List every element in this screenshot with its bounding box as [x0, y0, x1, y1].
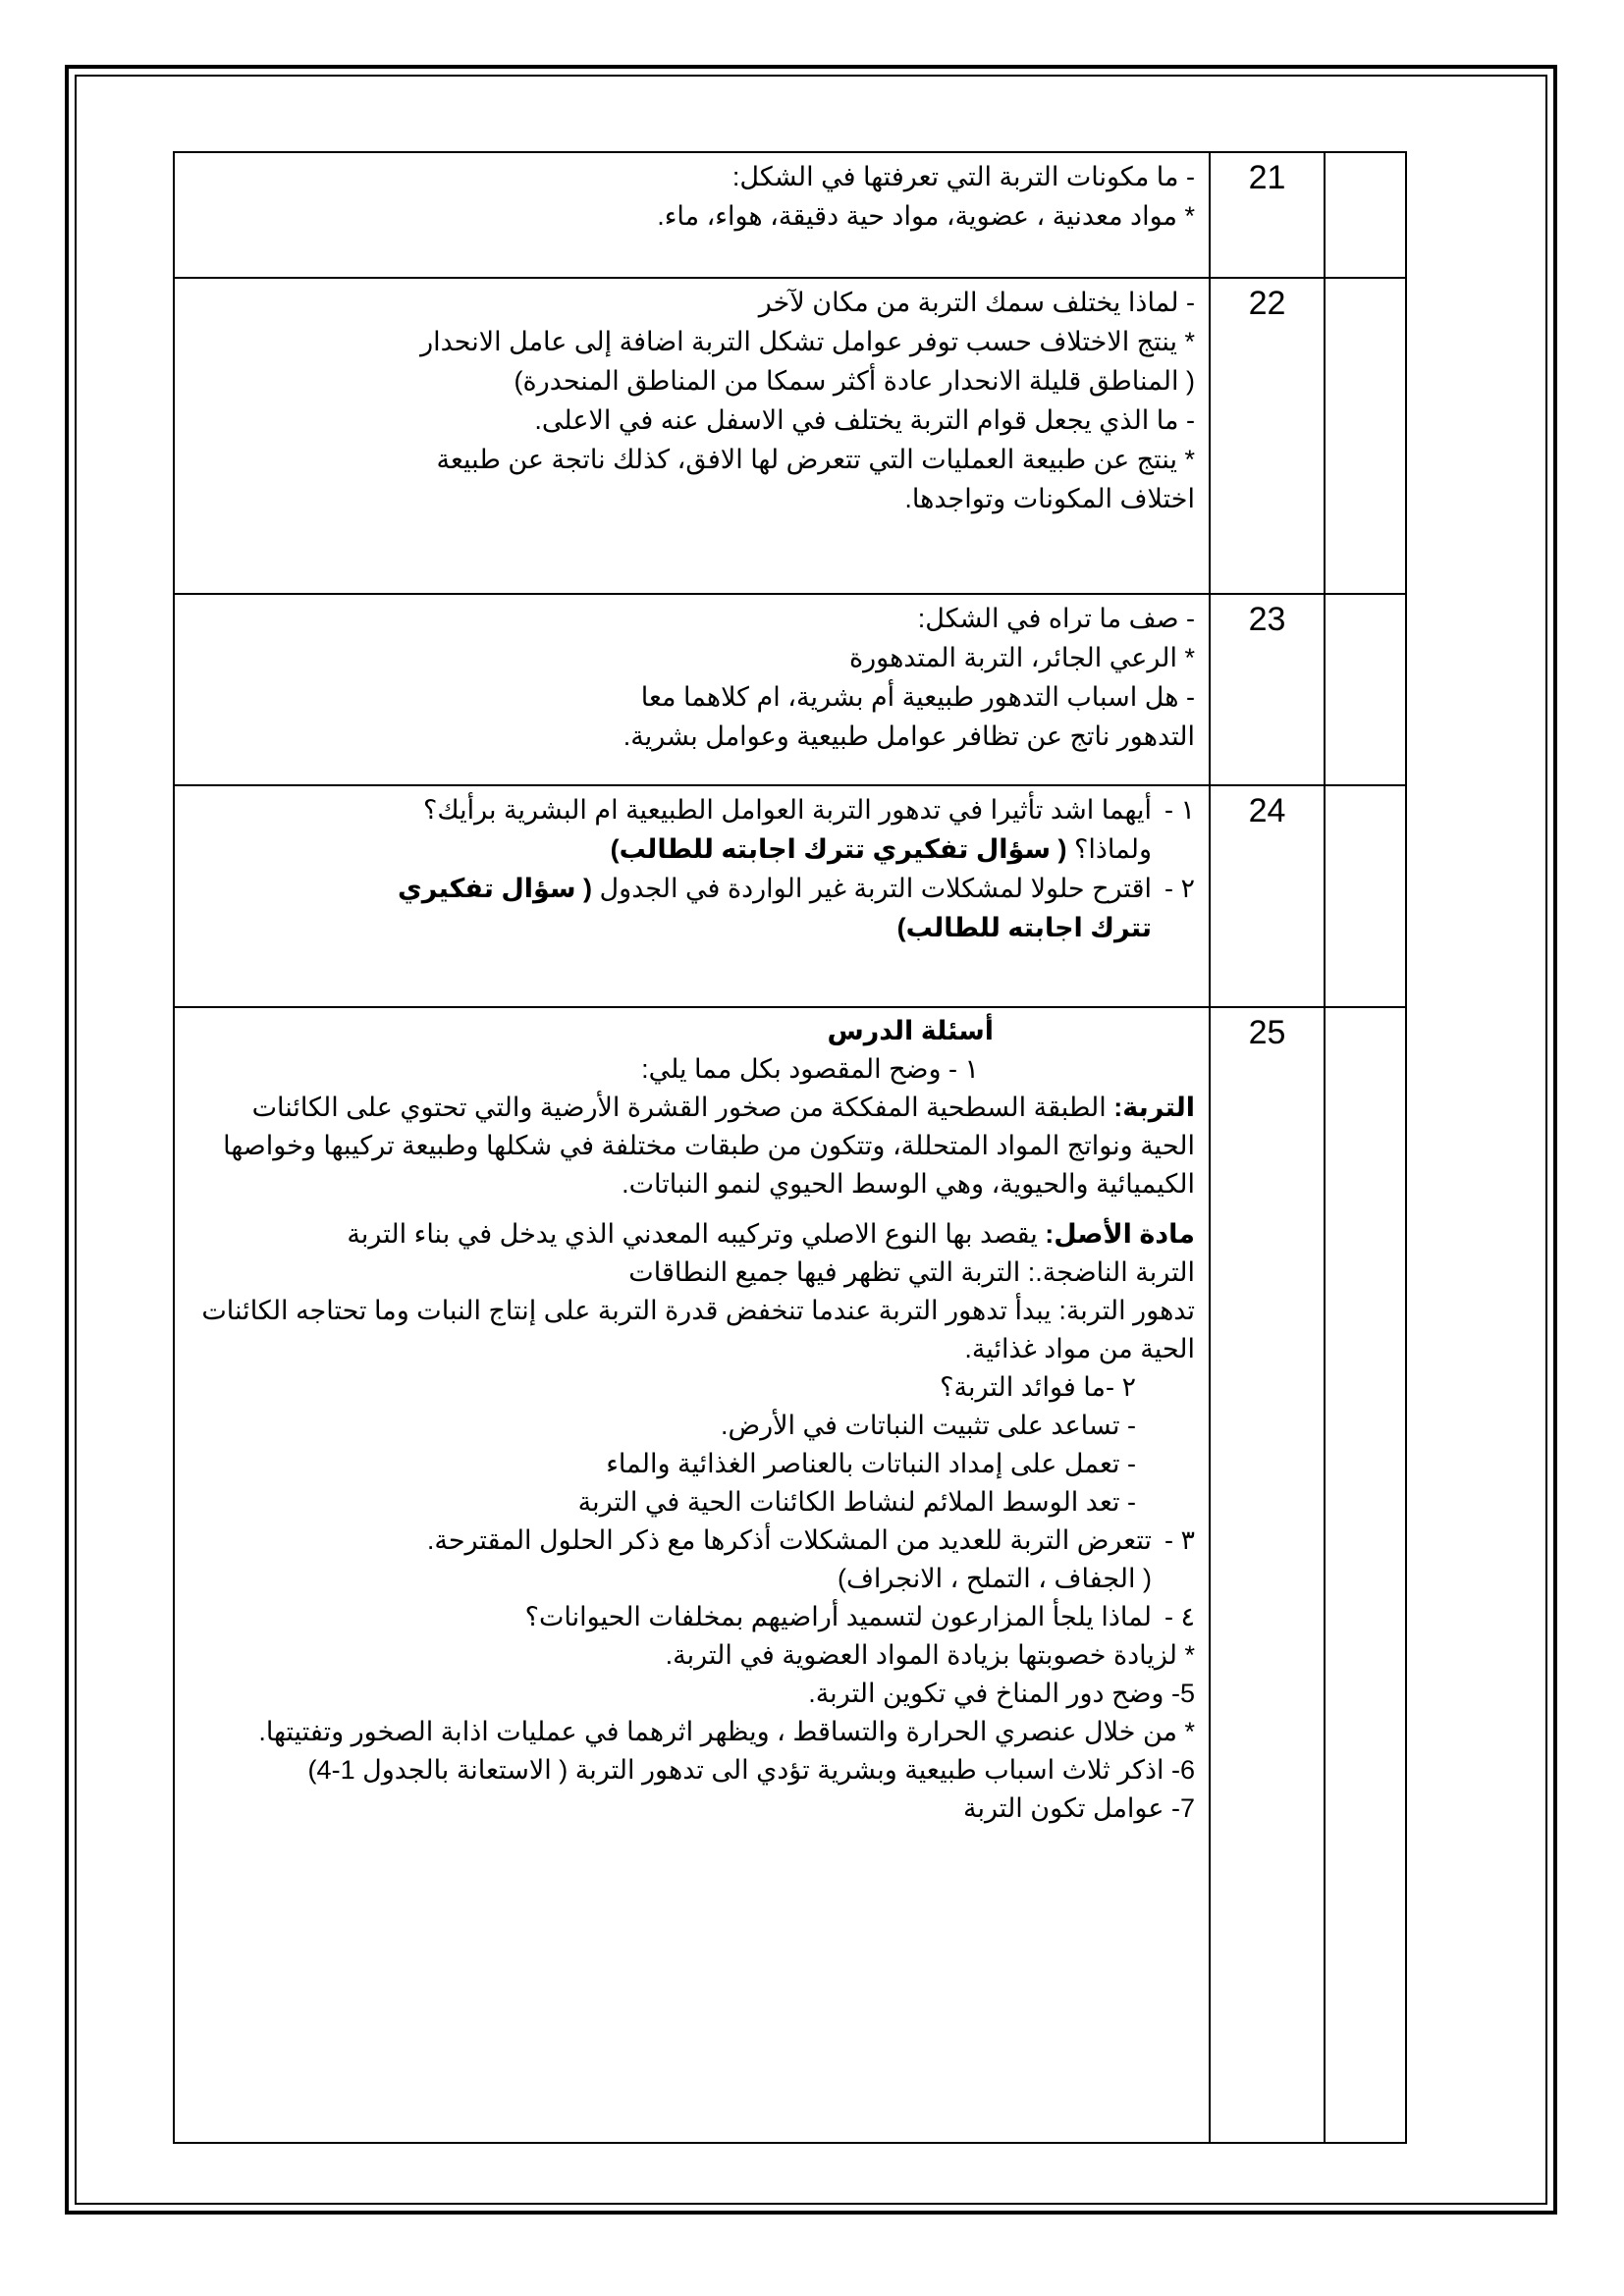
question-text: ١ - وضح المقصود بكل مما يلي: [641, 1054, 979, 1084]
item-marker: ٤ - [1164, 1602, 1195, 1631]
question-text: 5- وضح دور المناخ في تكوين التربة. [808, 1679, 1195, 1708]
row-content [174, 1007, 1210, 2143]
question-item [192, 869, 1195, 947]
teacher-note: ( سؤال تفكيري تترك اجابته للطالب) [398, 874, 1152, 942]
text-line: - هل اسباب التدهور طبيعية أم بشرية، ام كلاهما معا [640, 682, 1195, 712]
blank-cell [1325, 278, 1406, 594]
question-text: ٢ -ما فوائد التربة؟ [940, 1372, 1136, 1402]
question-text: لماذا يلجأ المزارعون لتسميد أراضيهم بمخلفات الحيوانات؟ [524, 1602, 1152, 1631]
term: مادة الأصل: [1045, 1219, 1195, 1249]
text-line: - ما مكونات التربة التي تعرفتها في الشكل: [731, 162, 1195, 191]
row-content [174, 785, 1210, 1007]
blank-cell [1325, 594, 1406, 785]
lesson-table [173, 151, 1407, 2144]
question-text: أيهما اشد تأثيرا في تدهور التربة العوامل الطبيعية ام البشرية برأيك؟ [422, 795, 1152, 825]
answer-line: * لزيادة خصوبتها بزيادة المواد العضوية في التربة. [665, 1640, 1195, 1670]
teacher-note: ( سؤال تفكيري تترك اجابته للطالب) [610, 834, 1067, 864]
definition [192, 1215, 1195, 1254]
table-row [174, 152, 1406, 278]
answer-line: * من خلال عنصري الحرارة والتساقط ، ويظهر اثرهما في عمليات اذابة الصخور وتفتيتها. [258, 1717, 1195, 1746]
text-line: - صف ما تراه في الشكل: [917, 604, 1195, 633]
question-text: ولماذا؟ [1074, 834, 1152, 864]
row-number: 25 [1210, 1007, 1325, 2143]
definition [192, 1089, 1195, 1203]
item-marker: ٣ - [1164, 1525, 1195, 1555]
text-line: ( المناطق قليلة الانحدار عادة أكثر سمكا من المناطق المنحدرة) [514, 366, 1195, 396]
text-line: - ما الذي يجعل قوام التربة يختلف في الاسفل عنه في الاعلى. [534, 405, 1195, 435]
question-text: 7- عوامل تكون التربة [963, 1793, 1195, 1823]
text-line: * الرعي الجائر، التربة المتدهورة [848, 643, 1195, 672]
definition-text: الطبقة السطحية المفككة من صخور القشرة الأرضية والتي تحتوي على الكائنات الحية ونواتج المواد المتحللة، وتتكون من طبقات مختلفة في شكلها وطبيعة تركيبها وخواصها الكيميائية والحيوية، وهي الوسط الحيوي لنمو النباتات. [223, 1093, 1195, 1199]
question-item [192, 1522, 1195, 1598]
question-text: 6- اذكر ثلاث اسباب طبيعية وبشرية تؤدي الى تدهور التربة ( الاستعانة بالجدول 1-4) [307, 1755, 1195, 1785]
text-line: التدهور ناتج عن تظافر عوامل طبيعية وعوامل بشرية. [623, 721, 1195, 751]
text-line: اختلاف المكونات وتواجدها. [904, 484, 1195, 513]
question-item [192, 790, 1195, 869]
question-text: تتعرض التربة للعديد من المشكلات أذكرها مع ذكر الحلول المقترحة. [426, 1525, 1152, 1555]
text-line: - لماذا يختلف سمك التربة من مكان لآخر [758, 288, 1195, 317]
row-content [174, 152, 1210, 278]
item-marker: ٢ - [1164, 874, 1195, 903]
definition: التربة الناضجة.: التربة التي تظهر فيها جميع النطاقات [628, 1257, 1195, 1287]
row-number: 21 [1210, 152, 1325, 278]
term: التربة: [1113, 1093, 1195, 1122]
answer-line: ( الجفاف ، التملح ، الانجراف) [837, 1564, 1152, 1593]
item-marker: ١ - [1164, 795, 1195, 825]
text-line: * مواد معدنية ، عضوية، مواد حية دقيقة، هواء، ماء. [657, 201, 1195, 231]
table-row [174, 1007, 1406, 2143]
definition: تدهور التربة: يبدأ تدهور التربة عندما تنخفض قدرة التربة على إنتاج النبات وما تحتاجه الكائنات الحية من مواد غذائية. [201, 1296, 1195, 1363]
answer-line: - تعمل على إمداد النباتات بالعناصر الغذائية والماء [606, 1449, 1136, 1478]
blank-cell [1325, 1007, 1406, 2143]
row-content [174, 594, 1210, 785]
row-number: 23 [1210, 594, 1325, 785]
text-line: * ينتج الاختلاف حسب توفر عوامل تشكل التربة اضافة إلى عامل الانحدار [420, 327, 1195, 356]
row-content [174, 278, 1210, 594]
answer-line: - تساعد على تثبيت النباتات في الأرض. [720, 1411, 1136, 1440]
question-item [192, 1598, 1195, 1636]
row-number: 22 [1210, 278, 1325, 594]
answer-line: - تعد الوسط الملائم لنشاط الكائنات الحية في التربة [577, 1487, 1136, 1517]
text-line: * ينتج عن طبيعة العمليات التي تتعرض لها الافق، كذلك ناتجة عن طبيعة [436, 445, 1195, 474]
table-row [174, 594, 1406, 785]
question-text: اقترح حلولا لمشكلات التربة غير الواردة في الجدول [599, 874, 1152, 903]
definition-text: يقصد بها النوع الاصلي وتركيبه المعدني الذي يدخل في بناء التربة [347, 1219, 1038, 1249]
blank-cell [1325, 152, 1406, 278]
blank-cell [1325, 785, 1406, 1007]
table-row [174, 278, 1406, 594]
row-number: 24 [1210, 785, 1325, 1007]
lesson-questions-heading: أسئلة الدرس [827, 1016, 994, 1045]
table-row [174, 785, 1406, 1007]
